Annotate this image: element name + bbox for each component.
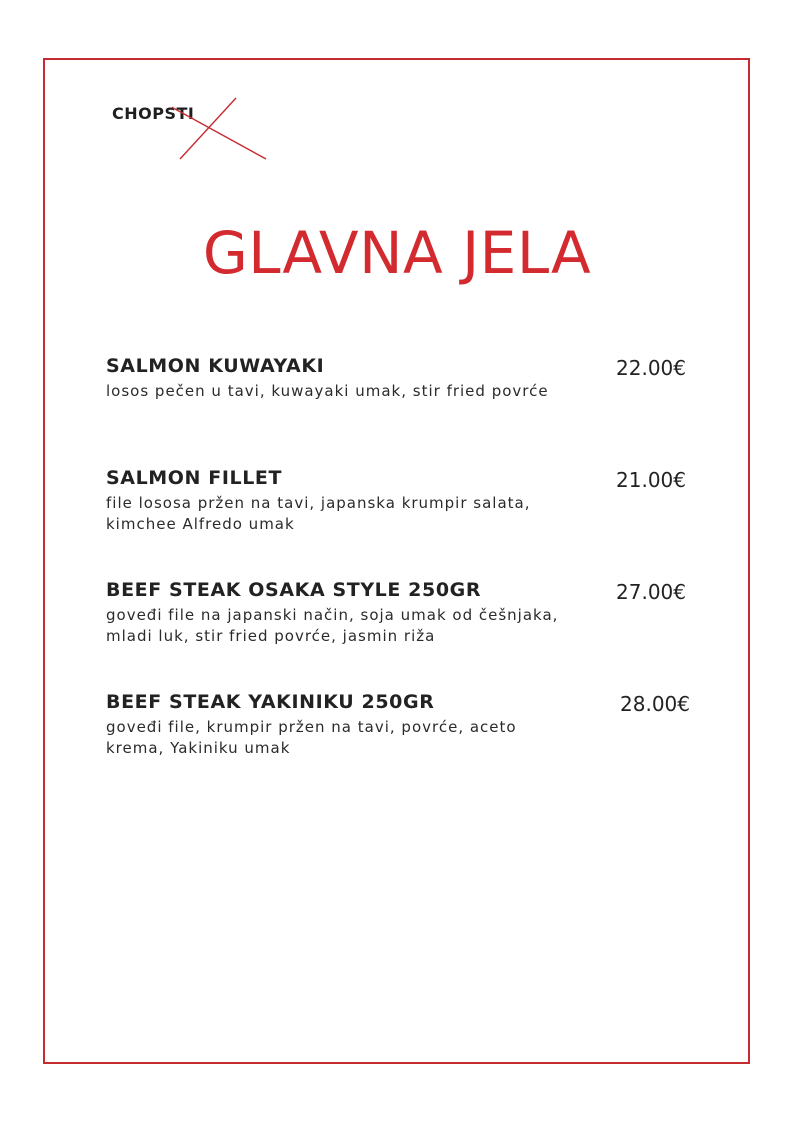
item-name: BEEF STEAK OSAKA STYLE 250GR	[106, 579, 482, 601]
item-name: SALMON FILLET	[106, 467, 283, 489]
crossed-chopsticks-icon	[172, 96, 272, 162]
item-description: file lososa pržen na tavi, japanska krumpir salata, kimchee Alfredo umak	[106, 494, 531, 533]
brand-name: CHOPSTI	[112, 104, 195, 123]
item-price: 22.00€	[616, 356, 686, 380]
menu-item	[106, 691, 696, 781]
item-price: 21.00€	[616, 468, 686, 492]
page-title: GLAVNA JELA	[202, 219, 592, 287]
item-name: SALMON KUWAYAKI	[106, 355, 325, 377]
menu-item	[106, 579, 696, 669]
menu-item	[106, 467, 696, 557]
item-name: BEEF STEAK YAKINIKU 250GR	[106, 691, 435, 713]
item-price: 28.00€	[620, 692, 690, 716]
brand-logo	[112, 96, 272, 162]
item-description: goveđi file na japanski način, soja umak od češnjaka, mladi luk, stir fried povrće, jasmin riža	[106, 606, 559, 645]
page-border	[43, 58, 750, 1064]
menu-item	[106, 355, 696, 445]
item-description: losos pečen u tavi, kuwayaki umak, stir fried povrće	[106, 382, 549, 400]
item-description: goveđi file, krumpir pržen na tavi, povrće, aceto krema, Yakiniku umak	[106, 718, 517, 757]
item-price: 27.00€	[616, 580, 686, 604]
